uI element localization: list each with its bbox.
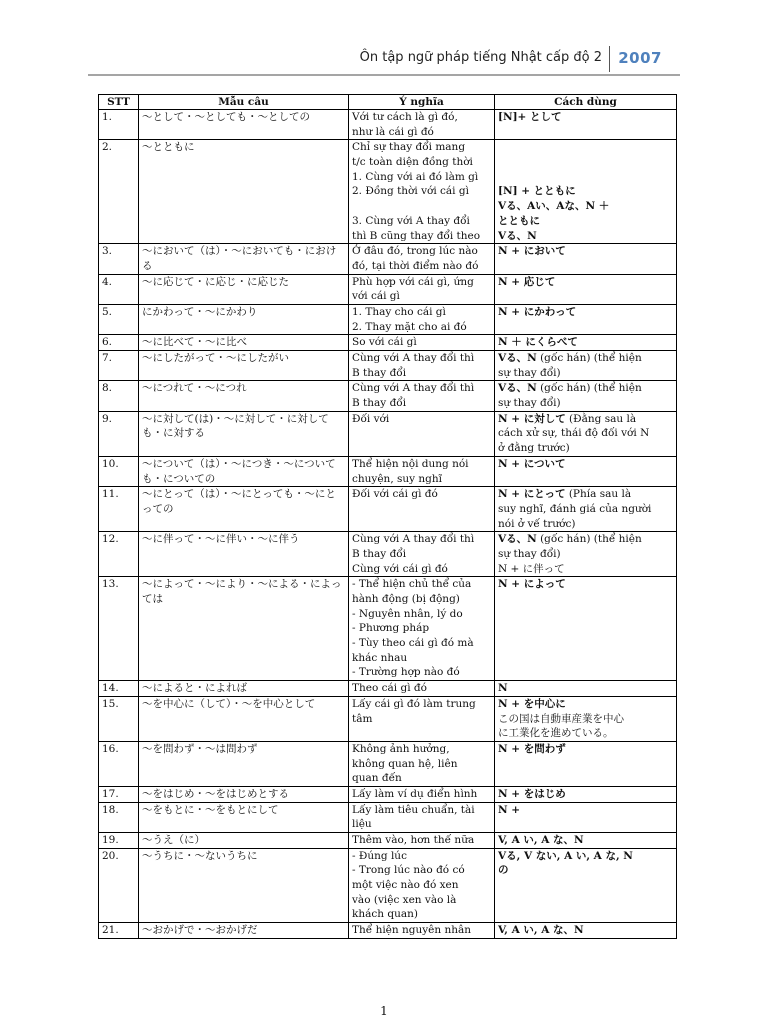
cell-usage bbox=[495, 786, 677, 802]
usage-formula: [N]+ として bbox=[498, 111, 562, 123]
cell-number: 17. bbox=[99, 786, 139, 802]
header-title: Ôn tập ngữ pháp tiếng Nhật cấp độ 2 bbox=[359, 50, 602, 65]
cell-meaning: Cùng với A thay đổi thì B thay đổi Cùng với cái gì đó bbox=[349, 532, 495, 577]
cell-pattern: ～において（は）・～においても・における bbox=[139, 244, 349, 274]
usage-formula: Vる、N bbox=[498, 533, 537, 546]
cell-pattern: ～によると・によれば bbox=[139, 681, 349, 697]
cell-pattern: ～をもとに・～をもとにして bbox=[139, 802, 349, 832]
cell-meaning: Thêm vào, hơn thế nữa bbox=[349, 833, 495, 849]
table-row bbox=[99, 802, 677, 832]
cell-usage bbox=[495, 110, 677, 140]
cell-number: 2. bbox=[99, 140, 139, 244]
usage-formula: N bbox=[498, 682, 508, 695]
table-row bbox=[99, 532, 677, 577]
header-rule bbox=[88, 74, 680, 76]
cell-usage bbox=[495, 351, 677, 381]
cell-number: 9. bbox=[99, 411, 139, 456]
cell-pattern: ～につれて・～につれ bbox=[139, 381, 349, 411]
cell-usage bbox=[495, 381, 677, 411]
table-row bbox=[99, 577, 677, 681]
cell-meaning: Ở đâu đó, trong lúc nào đó, tại thời điểm nào đó bbox=[349, 244, 495, 274]
usage-formula: Vる、N bbox=[498, 352, 537, 364]
cell-meaning: Phù hợp với cái gì, ứng với cái gì bbox=[349, 274, 495, 304]
cell-number: 16. bbox=[99, 741, 139, 786]
table-row bbox=[99, 411, 677, 456]
cell-usage bbox=[495, 696, 677, 741]
usage-formula: [N] + とともに Vる、Aい、Aな、N ＋ とともに Vる、N bbox=[498, 185, 610, 242]
cell-number: 20. bbox=[99, 848, 139, 922]
cell-number: 14. bbox=[99, 681, 139, 697]
cell-meaning: 1. Thay cho cái gì 2. Thay mặt cho ai đó bbox=[349, 304, 495, 334]
table-row bbox=[99, 923, 677, 939]
cell-number: 12. bbox=[99, 532, 139, 577]
cell-pattern: ～うえ（に） bbox=[139, 833, 349, 849]
cell-meaning: Không ảnh hưởng, không quan hệ, liên quan đến bbox=[349, 741, 495, 786]
cell-usage bbox=[495, 802, 677, 832]
table-row bbox=[99, 335, 677, 351]
column-header-meaning: Ý nghĩa bbox=[349, 95, 495, 110]
cell-number: 1. bbox=[99, 110, 139, 140]
usage-formula: N + にとって bbox=[498, 488, 566, 501]
usage-formula: N + について bbox=[498, 457, 566, 470]
usage-note: (gốc hán) (thể hiện sự thay đổi) N + に伴って bbox=[498, 533, 642, 575]
cell-meaning: Lấy làm ví dụ điển hình bbox=[349, 786, 495, 802]
cell-meaning: - Thể hiện chủ thể của hành động (bị động) - Nguyên nhân, lý do - Phương pháp - Tùy theo cái gì đó mà khác nhau - Trường hợp nào đó bbox=[349, 577, 495, 681]
cell-pattern: ～をはじめ・～をはじめとする bbox=[139, 786, 349, 802]
header-separator bbox=[609, 46, 610, 72]
table-row bbox=[99, 696, 677, 741]
table-row bbox=[99, 681, 677, 697]
column-header-stt: STT bbox=[99, 95, 139, 110]
cell-meaning: Theo cái gì đó bbox=[349, 681, 495, 697]
cell-meaning: Cùng với A thay đổi thì B thay đổi bbox=[349, 351, 495, 381]
usage-formula: N + を中心に bbox=[498, 697, 566, 710]
table-row bbox=[99, 274, 677, 304]
cell-number: 19. bbox=[99, 833, 139, 849]
cell-pattern: ～に比べて・～に比べ bbox=[139, 335, 349, 351]
table-row bbox=[99, 848, 677, 922]
table-row bbox=[99, 487, 677, 532]
grammar-table bbox=[98, 94, 677, 939]
usage-formula: N + に対して bbox=[498, 412, 566, 425]
cell-usage bbox=[495, 304, 677, 334]
cell-meaning: Cùng với A thay đổi thì B thay đổi bbox=[349, 381, 495, 411]
cell-meaning: - Đúng lúc - Trong lúc nào đó có một việc nào đó xen vào (việc xen vào là khách quan) bbox=[349, 848, 495, 922]
cell-usage bbox=[495, 741, 677, 786]
cell-number: 18. bbox=[99, 802, 139, 832]
cell-number: 11. bbox=[99, 487, 139, 532]
cell-meaning: Lấy cái gì đó làm trung tâm bbox=[349, 696, 495, 741]
cell-meaning: So với cái gì bbox=[349, 335, 495, 351]
table-row bbox=[99, 381, 677, 411]
cell-usage bbox=[495, 244, 677, 274]
cell-pattern: ～にしたがって・～にしたがい bbox=[139, 351, 349, 381]
cell-usage bbox=[495, 487, 677, 532]
usage-note: (gốc hán) (thể hiện sự thay đổi) bbox=[498, 382, 642, 410]
cell-pattern: ～うちに・～ないうちに bbox=[139, 848, 349, 922]
column-header-pattern: Mẫu câu bbox=[139, 95, 349, 110]
cell-meaning: Chỉ sự thay đổi mang t/c toàn diện đồng thời 1. Cùng với ai đó làm gì 2. Đồng thời với cái gì 3. Cùng với A thay đổi thì B cũng thay đổi theo bbox=[349, 140, 495, 244]
cell-usage bbox=[495, 140, 677, 244]
cell-pattern: ～に伴って・～に伴い・～に伴う bbox=[139, 532, 349, 577]
cell-number: 7. bbox=[99, 351, 139, 381]
cell-number: 5. bbox=[99, 304, 139, 334]
cell-pattern: ～おかげで・～おかげだ bbox=[139, 923, 349, 939]
usage-formula: N + bbox=[498, 803, 521, 816]
cell-usage bbox=[495, 532, 677, 577]
cell-usage bbox=[495, 335, 677, 351]
usage-formula: V, A い, A な、N bbox=[498, 924, 584, 937]
usage-formula: V, A い, A な、N bbox=[498, 834, 584, 846]
usage-note: (gốc hán) (thể hiện sự thay đổi) bbox=[498, 352, 642, 379]
usage-formula: N + をはじめ bbox=[498, 787, 566, 800]
cell-number: 3. bbox=[99, 244, 139, 274]
cell-number: 13. bbox=[99, 577, 139, 681]
cell-meaning: Đối với bbox=[349, 411, 495, 456]
cell-number: 15. bbox=[99, 696, 139, 741]
cell-usage bbox=[495, 577, 677, 681]
usage-formula: N + 応じて bbox=[498, 275, 556, 288]
cell-usage bbox=[495, 456, 677, 486]
cell-number: 8. bbox=[99, 381, 139, 411]
cell-pattern: ～について（は）・～につき・～についても・についての bbox=[139, 456, 349, 486]
cell-pattern: ～として・～としても・～としての bbox=[139, 110, 349, 140]
table-row bbox=[99, 351, 677, 381]
table-row bbox=[99, 741, 677, 786]
cell-meaning: Thể hiện nội dung nói chuyện, suy nghĩ bbox=[349, 456, 495, 486]
usage-note: (Phía sau là suy nghĩ, đánh giá của người nói ở vế trước) bbox=[498, 488, 652, 530]
table-header-row bbox=[99, 95, 677, 110]
cell-pattern: にかわって・～にかわり bbox=[139, 304, 349, 334]
cell-pattern: ～を問わず・～は問わず bbox=[139, 741, 349, 786]
page-header bbox=[88, 44, 680, 74]
usage-note: この国は自動車産業を中心 に工業化を進めている。 bbox=[498, 712, 624, 740]
usage-formula: Vる、N bbox=[498, 382, 537, 395]
cell-pattern: ～に応じて・に応じ・に応じた bbox=[139, 274, 349, 304]
cell-number: 4. bbox=[99, 274, 139, 304]
table-row bbox=[99, 304, 677, 334]
cell-number: 6. bbox=[99, 335, 139, 351]
cell-meaning: Đối với cái gì đó bbox=[349, 487, 495, 532]
usage-note: (Đằng sau là cách xử sự, thái độ đối với N ở đằng trước) bbox=[498, 412, 650, 455]
usage-formula: N + にかわって bbox=[498, 305, 577, 318]
usage-formula: N + において bbox=[498, 245, 566, 258]
cell-number: 21. bbox=[99, 923, 139, 939]
cell-pattern: ～によって・～により・～による・によっては bbox=[139, 577, 349, 681]
usage-formula: Vる, V ない, A い, A な, N の bbox=[498, 849, 633, 877]
cell-pattern: ～を中心に（して）・～を中心として bbox=[139, 696, 349, 741]
cell-usage bbox=[495, 923, 677, 939]
cell-usage bbox=[495, 681, 677, 697]
cell-usage bbox=[495, 848, 677, 922]
table-row bbox=[99, 833, 677, 849]
cell-pattern: ～にとって（は）・～にとっても・～にとっての bbox=[139, 487, 349, 532]
table-row bbox=[99, 110, 677, 140]
table-row bbox=[99, 456, 677, 486]
cell-pattern: ～とともに bbox=[139, 140, 349, 244]
column-header-usage: Cách dùng bbox=[495, 95, 677, 110]
table-row bbox=[99, 140, 677, 244]
page-number: 1 bbox=[380, 1004, 388, 1018]
cell-meaning: Thể hiện nguyên nhân bbox=[349, 923, 495, 939]
table-row bbox=[99, 786, 677, 802]
cell-usage bbox=[495, 833, 677, 849]
cell-usage bbox=[495, 411, 677, 456]
usage-formula: N + によって bbox=[498, 578, 566, 591]
cell-meaning: Lấy làm tiêu chuẩn, tài liệu bbox=[349, 802, 495, 832]
cell-usage bbox=[495, 274, 677, 304]
cell-meaning: Với tư cách là gì đó, như là cái gì đó bbox=[349, 110, 495, 140]
header-year: 2007 bbox=[618, 49, 662, 67]
usage-formula: N ＋ にくらべて bbox=[498, 336, 578, 349]
table-row bbox=[99, 244, 677, 274]
cell-pattern: ～に対して(は)・～に対して・に対しても・に対する bbox=[139, 411, 349, 456]
cell-number: 10. bbox=[99, 456, 139, 486]
usage-formula: N + を問わず bbox=[498, 742, 566, 755]
